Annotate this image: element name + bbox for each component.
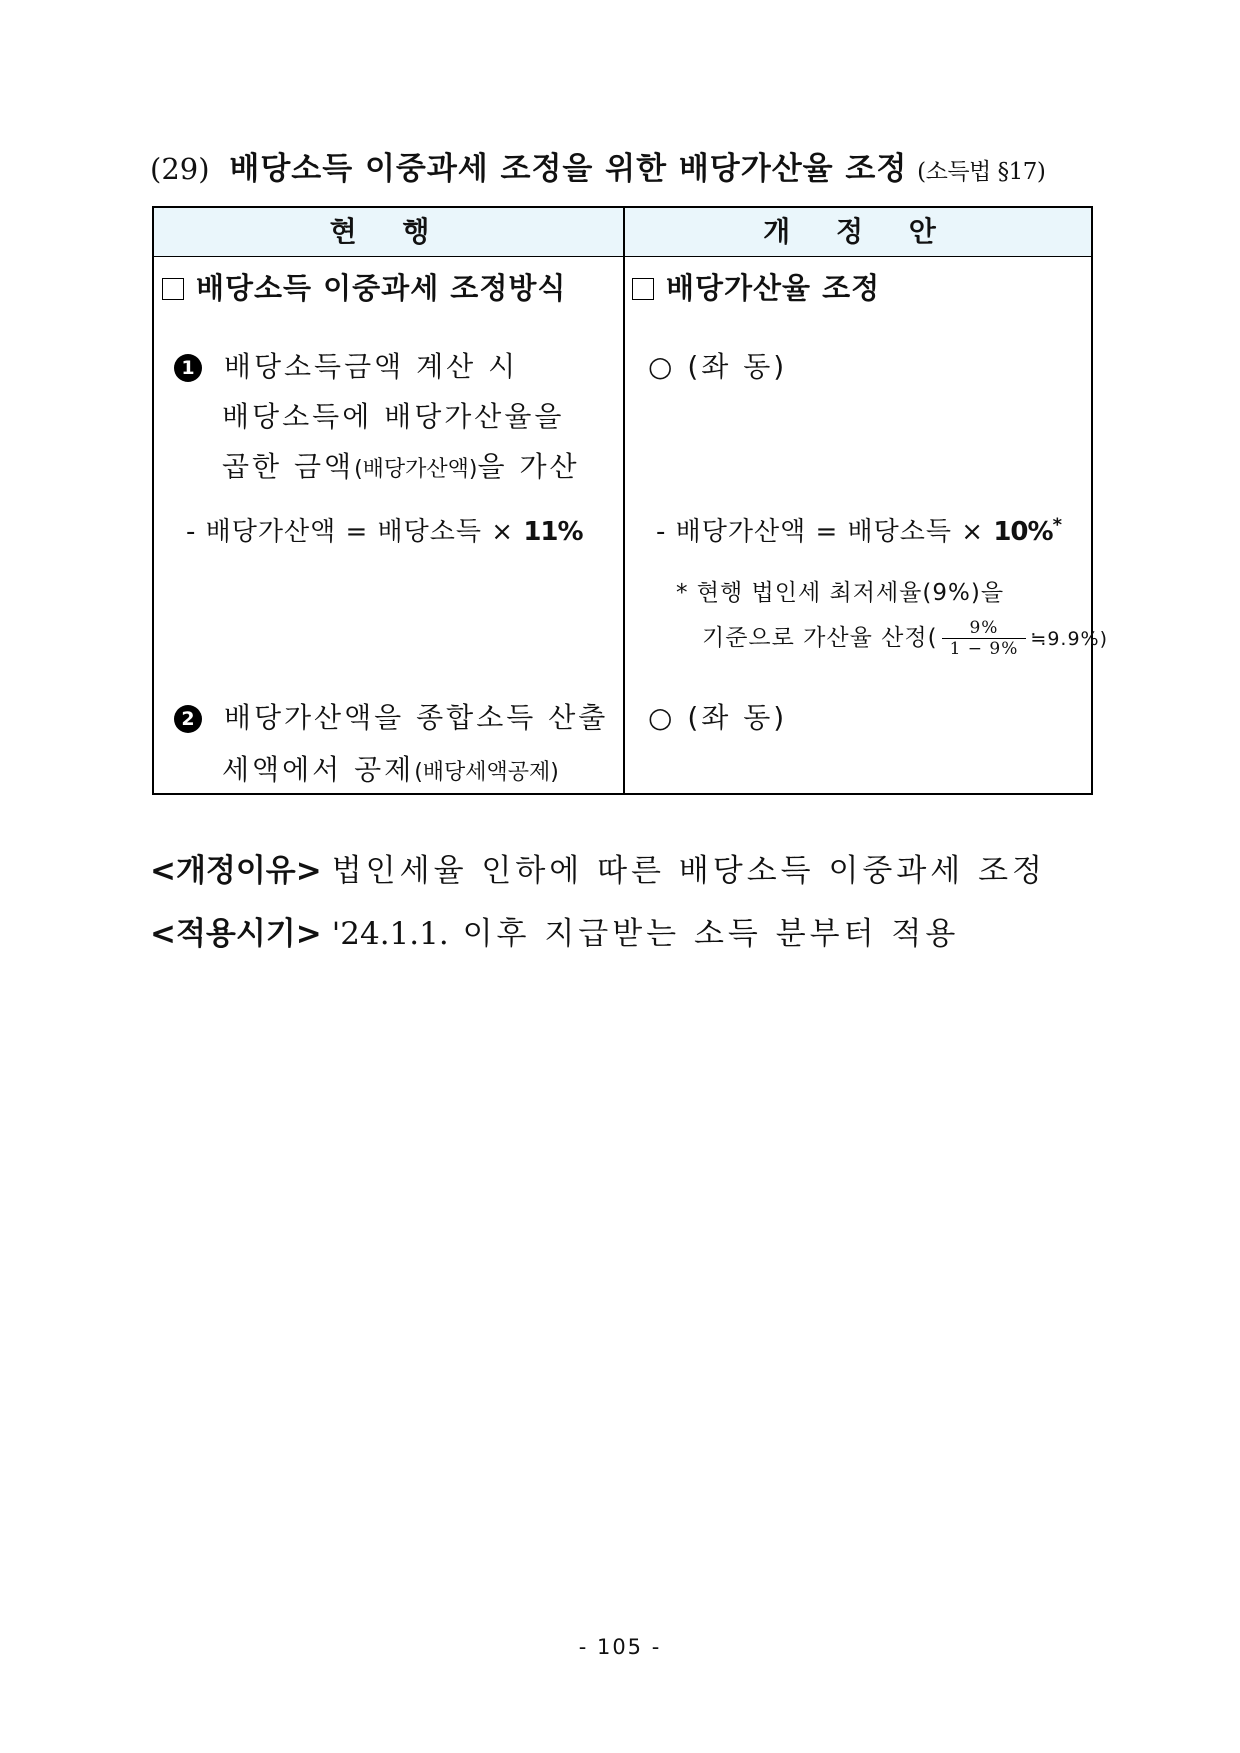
revised-note-line2: 기준으로 가산율 산정( $\frac{9\%}{1 - 9\%}$ ≒9.9%)	[702, 618, 1109, 659]
current-box-title: 배당소득 이중과세 조정방식	[162, 266, 566, 307]
revision-reason-label: <개정이유>	[150, 853, 322, 889]
revision-reason: <개정이유> 법인세율 인하에 따른 배당소득 이중과세 조정	[150, 853, 1046, 889]
current-formula: - 배당가산액 = 배당소득 × 11%	[186, 517, 583, 547]
circled-number-2-icon: 2	[174, 705, 202, 733]
current-item1-line1: 1 배당소득금액 계산 시	[174, 345, 518, 385]
effective-date-label: <적용시기>	[150, 916, 322, 952]
law-reference: (소득법 §17)	[917, 159, 1046, 185]
column-divider	[623, 208, 625, 793]
checkbox-icon	[162, 278, 184, 300]
circled-number-1-icon: 1	[174, 354, 202, 382]
section-main-title: 배당소득 이중과세 조정을 위한 배당가산율 조정	[229, 151, 908, 187]
revised-same-2: ○ (좌 동)	[648, 701, 788, 734]
section-title	[150, 143, 1045, 188]
revised-box-title: 배당가산율 조정	[632, 266, 880, 307]
header-current: 현 행	[329, 215, 448, 248]
revised-rate: 10%	[993, 517, 1053, 547]
effective-date: <적용시기> '24.1.1. 이후 지급받는 소득 분부터 적용	[150, 916, 960, 952]
section-number: (29)	[150, 152, 210, 186]
revised-note-line1: * 현행 법인세 최저세율(9%)을	[676, 580, 1005, 606]
revised-same-1: ○ (좌 동)	[648, 350, 788, 383]
header-revised: 개 정 안	[763, 215, 954, 248]
current-item2-line2: 세액에서 공제(배당세액공제)	[222, 753, 559, 786]
checkbox-icon	[632, 278, 654, 300]
rate-fraction: $\frac{9\%}{1 - 9\%}$	[942, 618, 1027, 659]
revised-formula: - 배당가산액 = 배당소득 × 10%*	[656, 514, 1063, 547]
page-number: - 105 -	[578, 1635, 662, 1659]
current-item2-line1: 2 배당가산액을 종합소득 산출	[174, 696, 608, 736]
current-rate: 11%	[523, 517, 583, 547]
current-item1-line3: 곱한 금액(배당가산액)을 가산	[222, 450, 580, 483]
current-item1-line2: 배당소득에 배당가산율을	[222, 400, 565, 433]
comparison-table	[152, 206, 1109, 795]
